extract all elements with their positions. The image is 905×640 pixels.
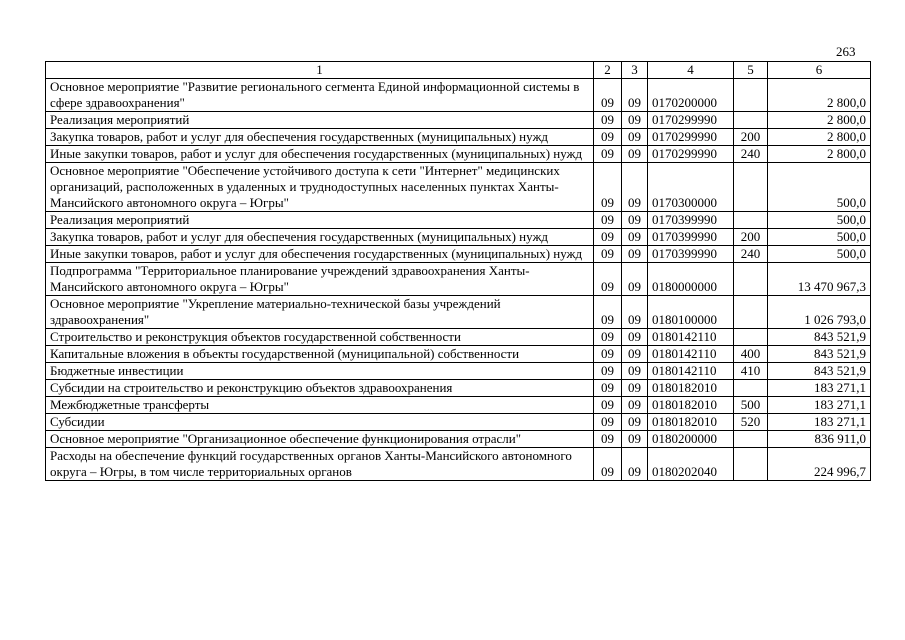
- row-expense-type: [734, 263, 768, 296]
- row-target-code: 0180200000: [648, 431, 734, 448]
- row-section: 09: [594, 346, 622, 363]
- row-expense-type: 400: [734, 346, 768, 363]
- header-col-2: 2: [594, 62, 622, 79]
- row-description: Расходы на обеспечение функций государственных органов Ханты-Мансийского автономного округа – Югры, в том числе территориальных органов: [46, 448, 594, 481]
- table-row: [46, 448, 871, 481]
- row-target-code: 0170200000: [648, 79, 734, 112]
- row-subsection: 09: [622, 79, 648, 112]
- row-amount: 843 521,9: [768, 329, 871, 346]
- row-amount: 500,0: [768, 229, 871, 246]
- table-row: [46, 229, 871, 246]
- row-section: 09: [594, 112, 622, 129]
- row-description: Капитальные вложения в объекты государственной (муниципальной) собственности: [46, 346, 594, 363]
- row-subsection: 09: [622, 112, 648, 129]
- row-target-code: 0170399990: [648, 229, 734, 246]
- row-expense-type: [734, 296, 768, 329]
- row-amount: 224 996,7: [768, 448, 871, 481]
- row-subsection: 09: [622, 414, 648, 431]
- table-row: [46, 112, 871, 129]
- row-expense-type: [734, 431, 768, 448]
- table-row: [46, 329, 871, 346]
- row-subsection: 09: [622, 363, 648, 380]
- row-subsection: 09: [622, 163, 648, 212]
- row-amount: 836 911,0: [768, 431, 871, 448]
- row-section: 09: [594, 414, 622, 431]
- table-row: [46, 212, 871, 229]
- row-section: 09: [594, 380, 622, 397]
- row-target-code: 0180142110: [648, 346, 734, 363]
- row-target-code: 0180100000: [648, 296, 734, 329]
- table-row: [46, 346, 871, 363]
- row-amount: 183 271,1: [768, 414, 871, 431]
- row-expense-type: [734, 79, 768, 112]
- row-amount: 13 470 967,3: [768, 263, 871, 296]
- row-section: 09: [594, 246, 622, 263]
- header-col-1: 1: [46, 62, 594, 79]
- budget-table: [45, 61, 871, 481]
- row-subsection: 09: [622, 397, 648, 414]
- row-amount: 843 521,9: [768, 346, 871, 363]
- row-amount: 2 800,0: [768, 112, 871, 129]
- table-row: [46, 79, 871, 112]
- row-target-code: 0180000000: [648, 263, 734, 296]
- row-target-code: 0180182010: [648, 397, 734, 414]
- row-description: Основное мероприятие "Организационное обеспечение функционирования отрасли": [46, 431, 594, 448]
- row-subsection: 09: [622, 380, 648, 397]
- row-amount: 2 800,0: [768, 146, 871, 163]
- row-expense-type: 520: [734, 414, 768, 431]
- row-amount: 500,0: [768, 246, 871, 263]
- header-col-6: 6: [768, 62, 871, 79]
- row-description: Подпрограмма "Территориальное планирование учреждений здравоохранения Ханты-Мансийского автономного округа – Югры": [46, 263, 594, 296]
- row-subsection: 09: [622, 329, 648, 346]
- row-target-code: 0180182010: [648, 380, 734, 397]
- row-target-code: 0180202040: [648, 448, 734, 481]
- row-section: 09: [594, 397, 622, 414]
- row-section: 09: [594, 163, 622, 212]
- row-expense-type: 240: [734, 146, 768, 163]
- header-col-3: 3: [622, 62, 648, 79]
- table-row: [46, 414, 871, 431]
- row-section: 09: [594, 448, 622, 481]
- row-subsection: 09: [622, 263, 648, 296]
- row-expense-type: 410: [734, 363, 768, 380]
- row-section: 09: [594, 229, 622, 246]
- table-row: [46, 363, 871, 380]
- row-description: Иные закупки товаров, работ и услуг для обеспечения государственных (муниципальных) нужд: [46, 246, 594, 263]
- row-section: 09: [594, 329, 622, 346]
- row-description: Субсидии на строительство и реконструкцию объектов здравоохранения: [46, 380, 594, 397]
- row-expense-type: [734, 448, 768, 481]
- table-row: [46, 380, 871, 397]
- table-row: [46, 431, 871, 448]
- table-row: [46, 146, 871, 163]
- row-target-code: 0170399990: [648, 246, 734, 263]
- row-amount: 500,0: [768, 163, 871, 212]
- row-expense-type: [734, 380, 768, 397]
- row-amount: 500,0: [768, 212, 871, 229]
- row-expense-type: [734, 163, 768, 212]
- row-target-code: 0170299990: [648, 146, 734, 163]
- row-subsection: 09: [622, 346, 648, 363]
- row-expense-type: 240: [734, 246, 768, 263]
- row-expense-type: [734, 329, 768, 346]
- row-section: 09: [594, 212, 622, 229]
- header-col-5: 5: [734, 62, 768, 79]
- row-amount: 2 800,0: [768, 79, 871, 112]
- row-amount: 1 026 793,0: [768, 296, 871, 329]
- row-amount: 183 271,1: [768, 397, 871, 414]
- row-subsection: 09: [622, 229, 648, 246]
- table-body: [46, 79, 871, 481]
- row-expense-type: 200: [734, 229, 768, 246]
- table-row: [46, 263, 871, 296]
- row-description: Основное мероприятие "Обеспечение устойчивого доступа к сети "Интернет" медицинских организаций, расположенных в удаленных и труднодоступных населенных пунктах Ханты-Мансийского автономного округа – Югры": [46, 163, 594, 212]
- row-description: Субсидии: [46, 414, 594, 431]
- page-number: 263: [836, 44, 856, 59]
- row-amount: 843 521,9: [768, 363, 871, 380]
- header-col-4: 4: [648, 62, 734, 79]
- row-subsection: 09: [622, 246, 648, 263]
- row-subsection: 09: [622, 431, 648, 448]
- row-description: Межбюджетные трансферты: [46, 397, 594, 414]
- row-subsection: 09: [622, 146, 648, 163]
- row-expense-type: 500: [734, 397, 768, 414]
- row-expense-type: 200: [734, 129, 768, 146]
- row-description: Реализация мероприятий: [46, 212, 594, 229]
- row-description: Реализация мероприятий: [46, 112, 594, 129]
- row-expense-type: [734, 212, 768, 229]
- row-target-code: 0180142110: [648, 363, 734, 380]
- row-description: Основное мероприятие "Развитие регионального сегмента Единой информационной системы в сфере здравоохранения": [46, 79, 594, 112]
- row-section: 09: [594, 363, 622, 380]
- row-description: Бюджетные инвестиции: [46, 363, 594, 380]
- row-amount: 183 271,1: [768, 380, 871, 397]
- row-section: 09: [594, 79, 622, 112]
- row-target-code: 0170300000: [648, 163, 734, 212]
- row-target-code: 0170299990: [648, 112, 734, 129]
- row-amount: 2 800,0: [768, 129, 871, 146]
- row-expense-type: [734, 112, 768, 129]
- table-row: [46, 296, 871, 329]
- row-description: Основное мероприятие "Укрепление материально-технической базы учреждений здравоохранения": [46, 296, 594, 329]
- row-description: Строительство и реконструкция объектов государственной собственности: [46, 329, 594, 346]
- row-target-code: 0170399990: [648, 212, 734, 229]
- row-subsection: 09: [622, 129, 648, 146]
- row-target-code: 0180142110: [648, 329, 734, 346]
- row-section: 09: [594, 146, 622, 163]
- row-subsection: 09: [622, 212, 648, 229]
- row-subsection: 09: [622, 448, 648, 481]
- row-section: 09: [594, 296, 622, 329]
- row-section: 09: [594, 129, 622, 146]
- table-row: [46, 163, 871, 212]
- row-subsection: 09: [622, 296, 648, 329]
- row-section: 09: [594, 431, 622, 448]
- table-row: [46, 246, 871, 263]
- row-target-code: 0170299990: [648, 129, 734, 146]
- row-section: 09: [594, 263, 622, 296]
- row-description: Иные закупки товаров, работ и услуг для обеспечения государственных (муниципальных) нужд: [46, 146, 594, 163]
- row-target-code: 0180182010: [648, 414, 734, 431]
- row-description: Закупка товаров, работ и услуг для обеспечения государственных (муниципальных) нужд: [46, 229, 594, 246]
- table-row: [46, 397, 871, 414]
- row-description: Закупка товаров, работ и услуг для обеспечения государственных (муниципальных) нужд: [46, 129, 594, 146]
- table-header-row: [46, 62, 871, 79]
- table-row: [46, 129, 871, 146]
